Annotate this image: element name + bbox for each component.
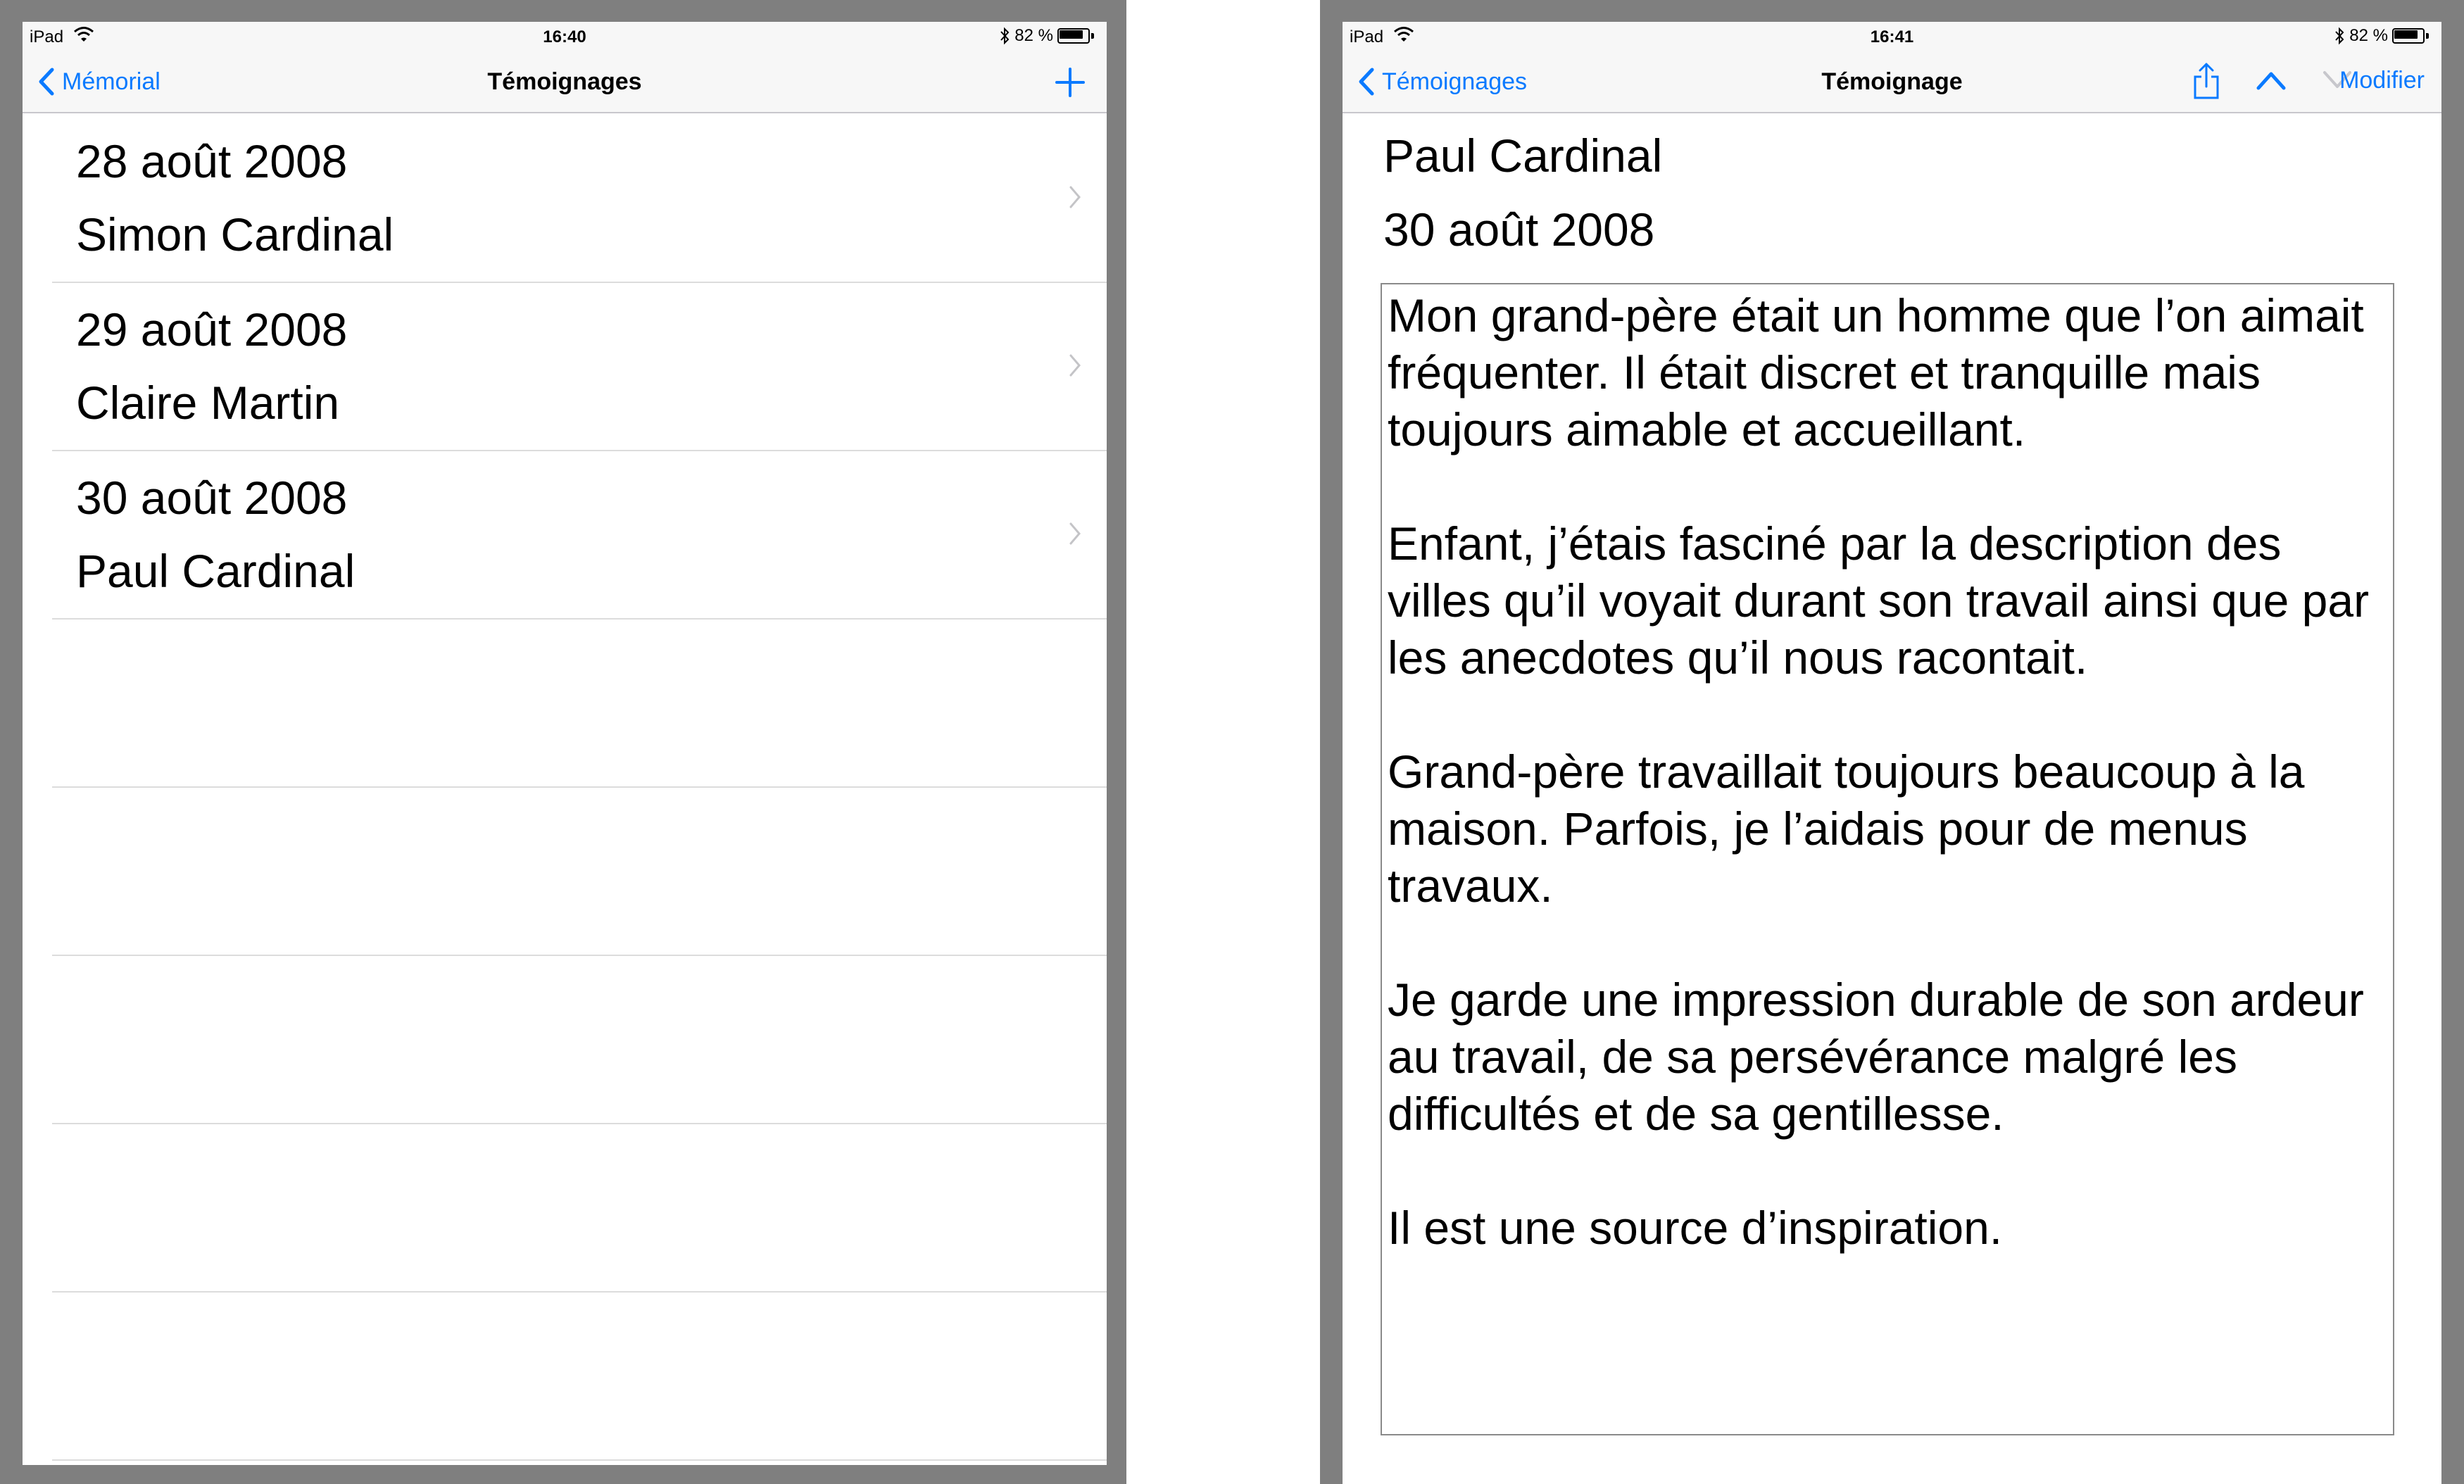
bluetooth-icon (999, 27, 1010, 45)
row-date: 29 août 2008 (76, 303, 348, 356)
device-label: iPad (30, 27, 64, 46)
battery-percent: 82 % (1014, 26, 1053, 45)
list-item[interactable] (52, 283, 1107, 451)
ipad-frame-left (0, 0, 1126, 1484)
empty-row (52, 620, 1107, 788)
battery-fill (2394, 30, 2418, 39)
device-label: iPad (1350, 27, 1384, 46)
chevron-up-icon[interactable] (2256, 70, 2287, 91)
ipad-frame-right (1320, 0, 2464, 1484)
status-time: 16:41 (1870, 27, 1914, 46)
detail-name: Paul Cardinal (1383, 130, 1663, 182)
share-icon[interactable] (2192, 61, 2220, 101)
empty-row (52, 788, 1107, 956)
row-date: 28 août 2008 (76, 135, 348, 187)
chevron-right-icon (1069, 353, 1081, 377)
battery-fill (1060, 30, 1083, 39)
back-button[interactable] (1358, 64, 1527, 99)
battery-icon (2392, 28, 2429, 44)
plus-icon[interactable] (1055, 67, 1086, 98)
battery-icon (1057, 28, 1094, 44)
detail-screen (1343, 22, 2441, 1484)
row-name: Claire Martin (76, 377, 340, 429)
navigation-bar (23, 51, 1107, 113)
status-time: 16:40 (543, 27, 586, 46)
detail-date: 30 août 2008 (1383, 203, 1655, 256)
list-screen (23, 22, 1107, 1465)
list-item[interactable] (52, 115, 1107, 283)
chevron-right-icon (1069, 185, 1081, 209)
chevron-left-icon (38, 67, 55, 96)
page-title: Témoignages (487, 68, 642, 95)
navigation-bar (1343, 51, 2441, 113)
back-label: Mémorial (62, 68, 161, 95)
empty-row (52, 956, 1107, 1124)
status-right (999, 26, 1094, 46)
row-date: 30 août 2008 (76, 472, 348, 524)
edit-button[interactable]: Modifier (2339, 67, 2425, 94)
chevron-left-icon (1358, 67, 1375, 96)
page-title: Témoignage (1821, 68, 1963, 95)
list-item[interactable] (52, 451, 1107, 620)
row-name: Paul Cardinal (76, 545, 356, 597)
battery-percent: 82 % (2349, 26, 2388, 45)
status-bar (23, 22, 1107, 51)
back-label: Témoignages (1382, 68, 1528, 95)
chevron-right-icon (1069, 522, 1081, 546)
testimony-list (23, 115, 1107, 1461)
back-button[interactable] (38, 64, 161, 99)
row-name: Simon Cardinal (76, 208, 394, 260)
testimony-text-area[interactable]: Mon grand-père était un homme que l’on aimait fréquenter. Il était discret et tranquille mais toujours aimable et accueillant. Enfant, j’étais fasciné par la description des villes qu’il voyait durant son travail ainsi que par les anecdotes qu’il nous racontait. Grand-père travaillait toujours beaucoup à la maison. Parfois, je l’aidais pour de menus travaux. Je garde une impression durable de son ardeur au travail, de sa persévérance malgré les difficultés et de sa gentillesse. Il est une source d’inspiration. (1381, 283, 2394, 1435)
empty-row (52, 1293, 1107, 1461)
status-bar (1343, 22, 2441, 51)
bluetooth-icon (2334, 27, 2345, 45)
status-right (2334, 26, 2429, 46)
empty-row (52, 1124, 1107, 1293)
